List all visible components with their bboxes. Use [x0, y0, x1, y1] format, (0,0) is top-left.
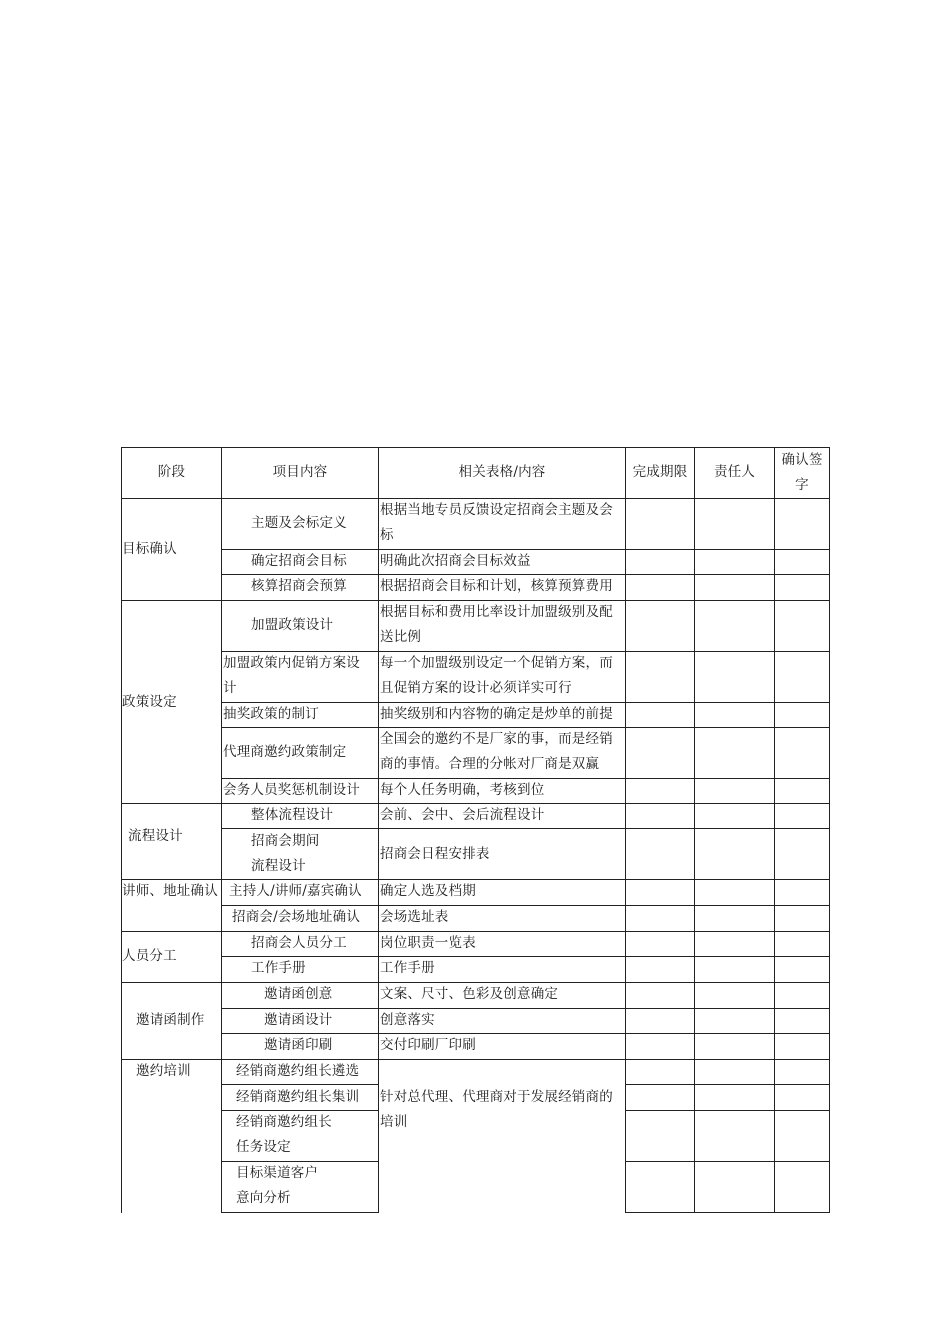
item-cell: 邀请函印刷: [264, 1037, 333, 1053]
header-sign: 字: [795, 477, 809, 493]
related-cell: 且促销方案的设计必须详实可行: [380, 680, 572, 696]
related-cell: 根据当地专员反馈设定招商会主题及会: [380, 502, 613, 518]
item-cell: 抽奖政策的制订: [223, 706, 319, 722]
row-rule: [221, 956, 830, 957]
related-cell: 每个人任务明确，考核到位: [380, 782, 545, 798]
related-cell: 送比例: [380, 629, 422, 645]
related-cell: 根据目标和费用比率设计加盟级别及配: [380, 604, 613, 620]
related-cell: 岗位职责一览表: [380, 935, 476, 951]
row-rule: [221, 1212, 378, 1213]
header-owner: 责任人: [713, 464, 756, 480]
item-cell: 招商会人员分工: [251, 935, 347, 951]
item-cell: 经销商邀约组长遴选: [236, 1063, 360, 1079]
row-rule: [625, 1110, 830, 1111]
related-cell: 工作手册: [380, 960, 435, 976]
related-cell: 招商会日程安排表: [380, 846, 490, 862]
item-cell: 会务人员奖惩机制设计: [223, 782, 360, 798]
item-cell: 邀请函设计: [264, 1012, 333, 1028]
item-cell: 核算招商会预算: [251, 578, 347, 594]
section-rule: [121, 1059, 830, 1060]
plan-table: [121, 447, 830, 1213]
item-cell: 目标渠道客户: [236, 1165, 319, 1181]
col-rule-item: [378, 447, 379, 1213]
col-rule-related: [625, 447, 626, 1213]
item-cell: 招商会/会场地址确认: [232, 909, 361, 925]
stage-cell: 邀请函制作: [136, 1012, 205, 1028]
item-cell: 邀请函创意: [264, 986, 333, 1002]
header-stage: 阶段: [157, 464, 186, 480]
item-cell: 代理商邀约政策制定: [223, 744, 347, 760]
stage-cell: 目标确认: [122, 541, 177, 557]
item-cell: 意向分析: [236, 1190, 291, 1206]
col-rule-deadline: [694, 447, 695, 1213]
row-rule: [625, 1161, 830, 1162]
item-cell: 流程设计: [251, 858, 306, 874]
related-cell: 抽奖级别和内容物的确定是炒单的前提: [380, 706, 613, 722]
item-cell: 主题及会标定义: [251, 515, 347, 531]
stage-cell: 讲师、地址确认: [122, 883, 218, 899]
related-cell: 创意落实: [380, 1012, 435, 1028]
stage-cell: 人员分工: [122, 948, 177, 964]
item-cell: 任务设定: [236, 1139, 291, 1155]
stage-cell: 政策设定: [122, 694, 177, 710]
item-cell: 加盟政策设计: [251, 617, 334, 633]
related-cell: 培训: [380, 1114, 408, 1130]
related-cell: 明确此次招商会目标效益: [380, 553, 531, 569]
stage-cell: 流程设计: [128, 828, 183, 844]
related-cell: 全国会的邀约不是厂家的事，而是经销: [380, 731, 613, 747]
item-cell: 工作手册: [251, 960, 306, 976]
table-top-border: [121, 447, 830, 448]
related-cell: 文案、尺寸、色彩及创意确定: [380, 986, 559, 1002]
item-cell: 经销商邀约组长: [236, 1114, 332, 1130]
related-cell: 根据招商会目标和计划，核算预算费用: [380, 578, 613, 594]
item-cell: 计: [223, 680, 237, 696]
related-cell: 会前、会中、会后流程设计: [380, 807, 545, 823]
item-cell: 招商会期间: [251, 833, 320, 849]
related-cell: 确定人选及档期: [380, 883, 476, 899]
related-cell: 商的事情。合理的分帐对厂商是双赢: [380, 756, 600, 772]
item-cell: 主持人/讲师/嘉宾确认: [229, 883, 362, 899]
col-rule-owner: [774, 447, 775, 1213]
header-deadline: 完成期限: [632, 464, 688, 480]
related-cell: 每一个加盟级别设定一个促销方案，而: [380, 655, 613, 671]
header-item: 项目内容: [272, 464, 328, 480]
item-cell: 经销商邀约组长集训: [236, 1089, 360, 1105]
related-cell: 会场选址表: [380, 909, 449, 925]
table-right-border: [829, 447, 830, 1213]
row-rule: [625, 1212, 830, 1213]
stage-cell: 邀约培训: [136, 1063, 191, 1079]
related-cell: 针对总代理、代理商对于发展经销商的: [380, 1089, 613, 1105]
item-cell: 确定招商会目标: [251, 553, 347, 569]
header-related: 相关表格/内容: [458, 464, 546, 480]
header-sign: 确认签: [781, 452, 823, 468]
row-rule: [625, 1084, 830, 1085]
related-cell: 交付印刷厂印刷: [380, 1037, 476, 1053]
col-rule-stage: [221, 447, 222, 1213]
item-cell: 整体流程设计: [251, 807, 334, 823]
related-cell: 标: [380, 527, 394, 543]
item-cell: 加盟政策内促销方案设: [223, 655, 360, 671]
